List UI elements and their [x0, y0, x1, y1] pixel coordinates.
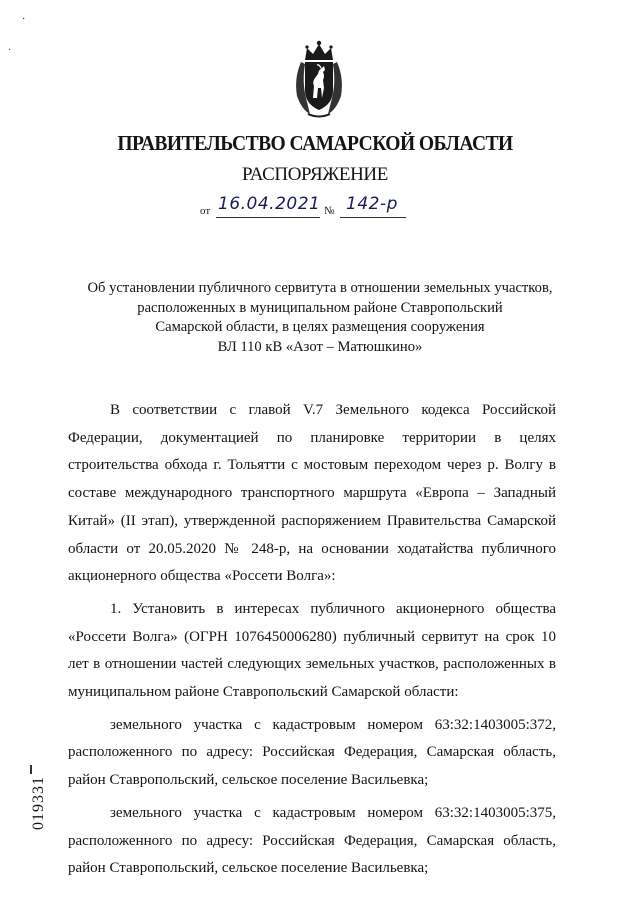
document-type: РАСПОРЯЖЕНИЕ [242, 164, 388, 185]
document-date-number [200, 194, 430, 218]
samara-coat-of-arms-icon [288, 38, 350, 120]
document-body [68, 397, 556, 883]
number-value: 142-р [346, 194, 398, 214]
government-title: ПРАВИТЕЛЬСТВО САМАРСКОЙ ОБЛАСТИ [117, 131, 513, 155]
scan-dot: · [22, 14, 26, 25]
date-underline [216, 217, 320, 218]
subject-line: ВЛ 110 кВ «Азот – Матюшкино» [217, 338, 423, 355]
number-underline [340, 217, 406, 218]
number-label: № [324, 205, 335, 217]
stamp-mark [30, 765, 32, 774]
scan-dot: · [8, 45, 12, 56]
date-label: от [200, 205, 211, 217]
subject-line: Самарской области, в целях размещения сооружения [155, 319, 485, 335]
subject-line: расположенных в муниципальном районе Ставропольский [137, 299, 503, 316]
registration-number-stamp: 019331 [30, 776, 47, 830]
document-subject [60, 279, 580, 357]
body-paragraph: земельного участка с кадастровым номером 63:32:1403005:375, расположенного по адресу: Российская Федерация, Самарская область, район Ставропольский, сельское поселение Васильевка; [68, 804, 556, 877]
body-paragraph: 1. Установить в интересах публичного акционерного общества «Россети Волга» (ОГРН 1076450006280) публичный сервитут на срок 10 лет в отношении частей следующих земельных участков, расположенных в муниципальном районе Ставропольский Самарской области: [68, 600, 556, 701]
body-paragraph: земельного участка с кадастровым номером 63:32:1403005:372, расположенного по адресу: Российская Федерация, Самарская область, район Ставропольский, сельское поселение Васильевка; [68, 716, 556, 789]
date-value: 16.04.2021 [218, 194, 321, 214]
body-paragraph: В соответствии с главой V.7 Земельного кодекса Российской Федерации, документацией по планировке территории в целях строительства обхода г. Тольятти с мостовым переходом через р. Волгу в составе международного транспортного маршрута «Европа – Западный Китай» (II этап), утвержденной распоряжением Правительства Самарской области от 20.05.2020 № 248-р, на основании ходатайства публичного акционерного общества «Россети Волга»: [68, 402, 556, 585]
subject-line: Об установлении публичного сервитута в отношении земельных участков, [87, 280, 553, 296]
